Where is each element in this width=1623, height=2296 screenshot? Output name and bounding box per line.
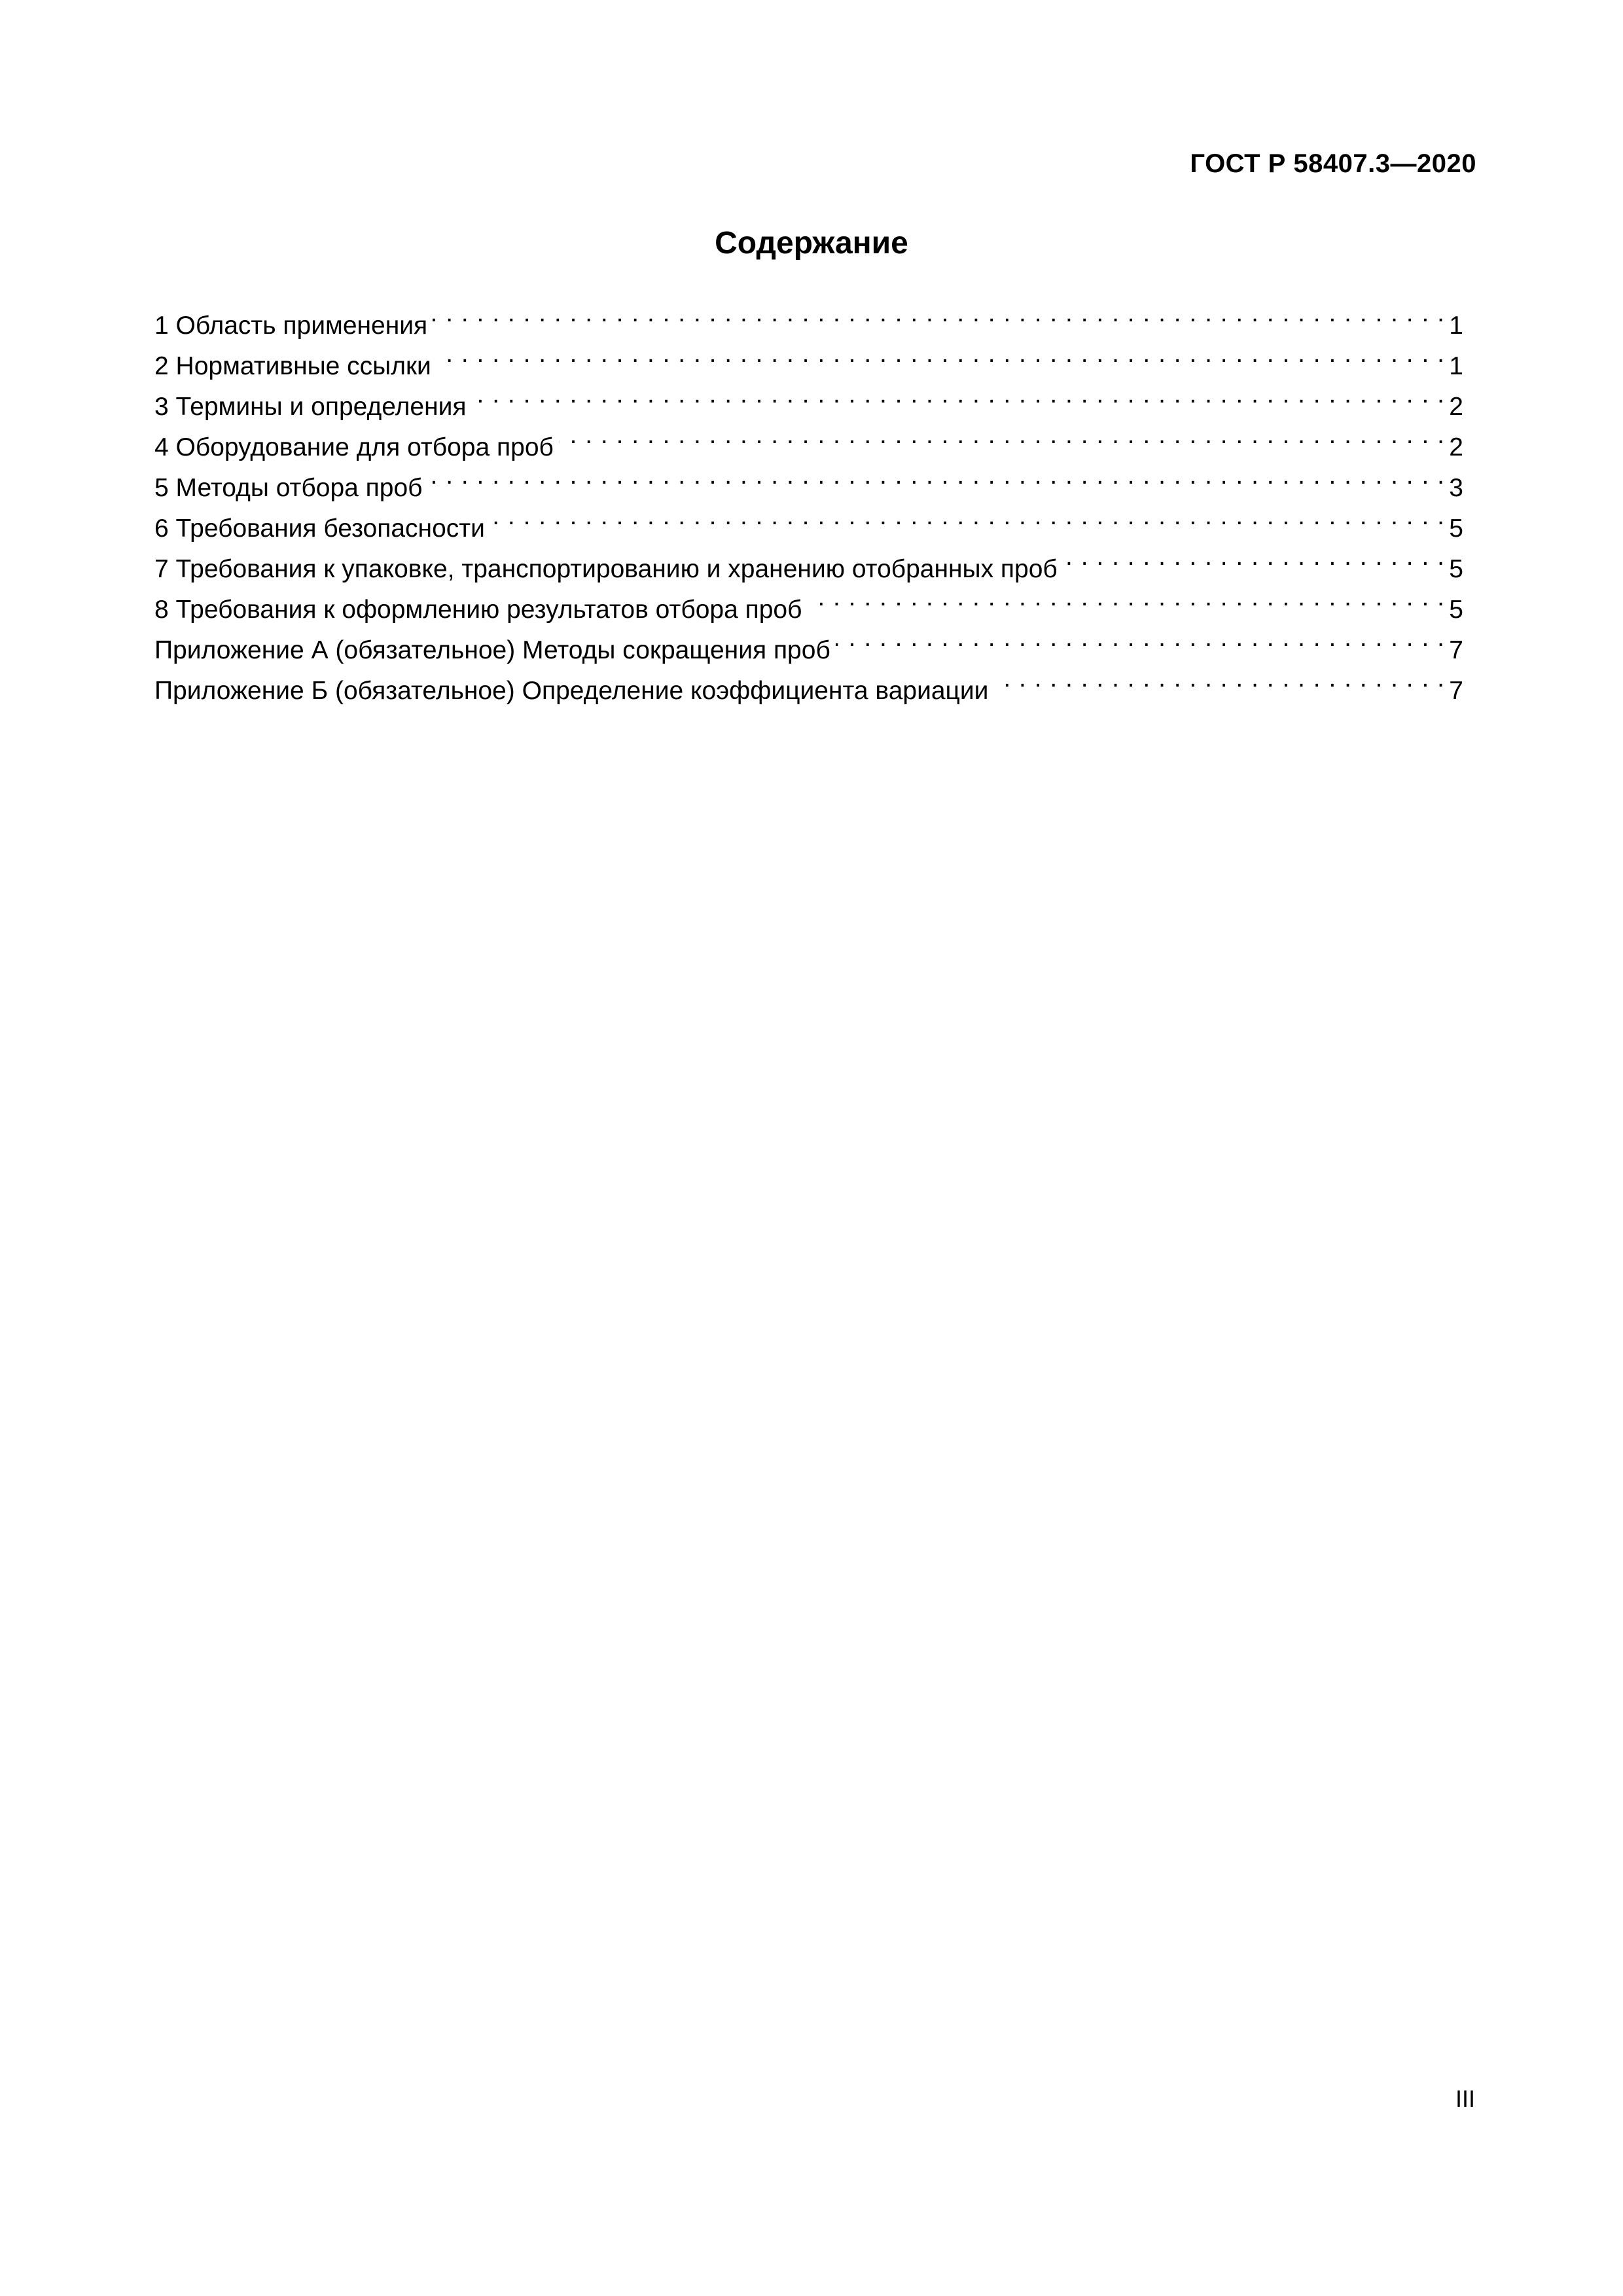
toc-entry-page: 1	[1449, 312, 1463, 340]
toc-entry-page: 1	[1449, 352, 1463, 380]
toc-entry-page: 5	[1449, 555, 1463, 583]
toc-entry-text: 7 Требования к упаковке, транспортированию и хранению отобранных проб	[154, 555, 1058, 583]
toc-dot-leader	[472, 374, 1445, 415]
page-number: III	[1455, 2085, 1475, 2112]
toc-entry-page: 2	[1449, 433, 1463, 461]
toc-entry-page: 2	[1449, 393, 1463, 421]
toc-dot-leader	[807, 577, 1445, 618]
document-code: ГОСТ Р 58407.3—2020	[1190, 149, 1476, 178]
toc-entry-text: 2 Нормативные ссылки	[154, 352, 431, 380]
toc-entry-text: 4 Оборудование для отбора проб	[154, 433, 554, 461]
toc-dot-leader	[490, 496, 1445, 537]
toc-dot-leader	[1063, 537, 1445, 577]
table-of-contents	[154, 293, 1463, 705]
toc-entry-text: 3 Термины и определения	[154, 393, 467, 421]
toc-entry-text: 8 Требования к оформлению результатов отбора проб	[154, 596, 802, 624]
toc-entry-page: 5	[1449, 514, 1463, 543]
toc-entry-page: 7	[1449, 636, 1463, 664]
toc-entry-text: 5 Методы отбора проб	[154, 474, 423, 502]
toc-entry-text: 6 Требования безопасности	[154, 514, 485, 543]
toc-entry-page: 5	[1449, 596, 1463, 624]
toc-entry-text: Приложение А (обязательное) Методы сокращения проб	[154, 636, 830, 664]
toc-dot-leader	[559, 415, 1445, 456]
toc-dot-leader	[428, 456, 1446, 496]
toc-title: Содержание	[715, 226, 908, 260]
toc-entry-page: 7	[1449, 677, 1463, 705]
toc-dot-leader	[836, 618, 1445, 658]
toc-dot-leader	[993, 658, 1445, 699]
toc-entry-page: 3	[1449, 474, 1463, 502]
toc-dot-leader	[437, 334, 1445, 374]
toc-entry[interactable]	[154, 293, 1463, 340]
toc-entry-text: Приложение Б (обязательное) Определение коэффициента вариации	[154, 677, 989, 705]
toc-entry-text: 1 Область применения	[154, 312, 428, 340]
toc-dot-leader	[433, 293, 1445, 334]
